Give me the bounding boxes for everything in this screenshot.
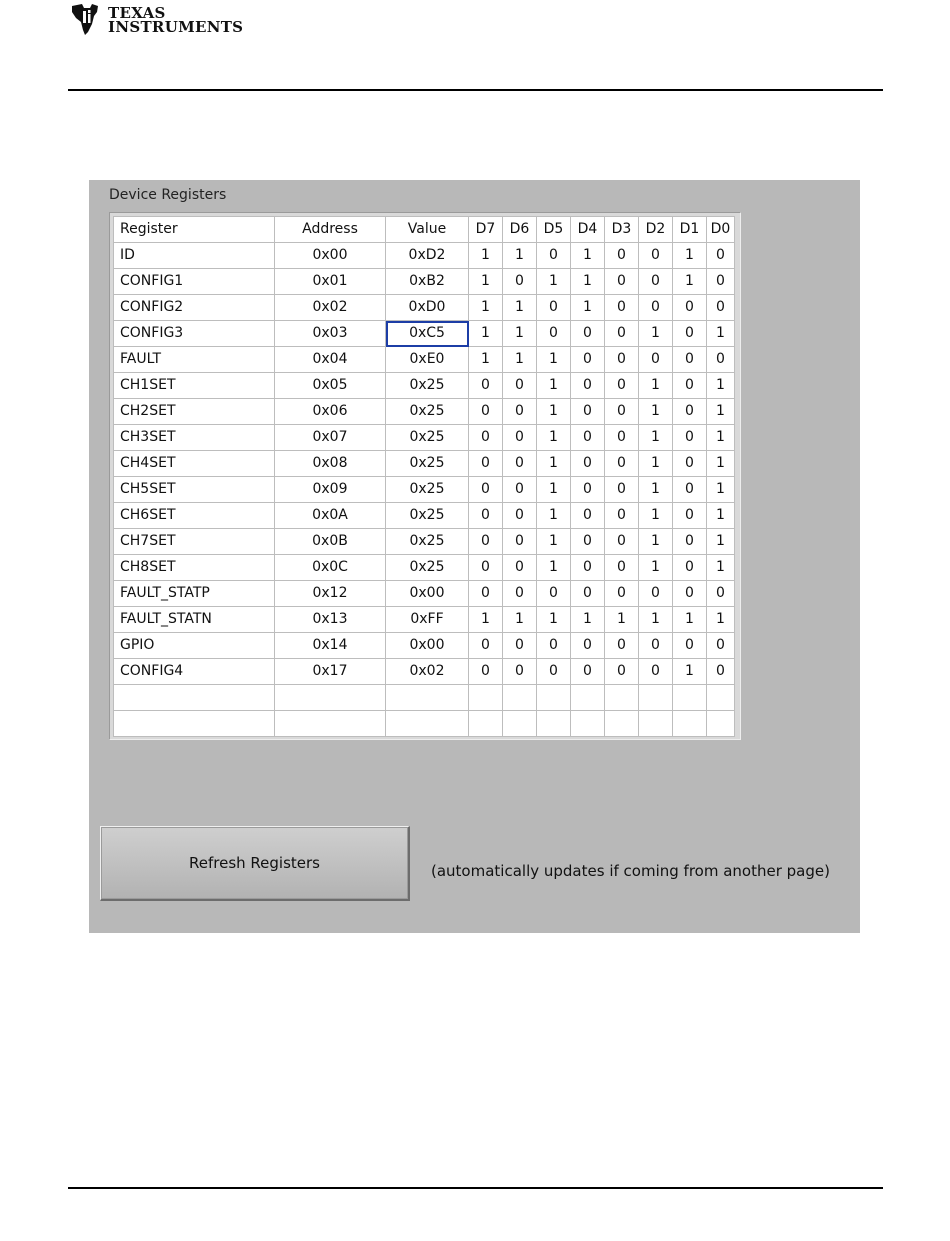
value-cell[interactable]: 0xD0 — [386, 295, 469, 321]
value-cell[interactable]: 0x25 — [386, 503, 469, 529]
register-name-cell[interactable]: FAULT_STATN — [114, 607, 275, 633]
value-cell[interactable]: 0xD2 — [386, 243, 469, 269]
bit-cell[interactable]: 1 — [639, 477, 673, 503]
table-row[interactable] — [114, 607, 735, 633]
value-cell[interactable]: 0x25 — [386, 555, 469, 581]
ti-logo-icon — [70, 2, 100, 36]
address-cell[interactable]: 0x04 — [275, 347, 386, 373]
register-name-cell[interactable]: CH8SET — [114, 555, 275, 581]
table-row[interactable] — [114, 295, 735, 321]
column-header[interactable]: Address — [275, 217, 386, 243]
bit-cell[interactable]: 1 — [639, 555, 673, 581]
empty-table-row[interactable] — [114, 711, 735, 737]
register-name-cell[interactable]: FAULT — [114, 347, 275, 373]
bit-cell[interactable]: 1 — [639, 451, 673, 477]
bit-cell[interactable]: 0 — [605, 633, 639, 659]
bit-cell[interactable]: 0 — [469, 503, 503, 529]
table-row[interactable] — [114, 321, 735, 347]
empty-cell[interactable] — [537, 711, 571, 737]
bit-cell[interactable]: 0 — [503, 659, 537, 685]
bit-cell[interactable]: 0 — [639, 633, 673, 659]
address-cell[interactable]: 0x00 — [275, 243, 386, 269]
empty-cell[interactable] — [571, 711, 605, 737]
bit-cell[interactable]: 0 — [503, 633, 537, 659]
empty-cell[interactable] — [673, 685, 707, 711]
bit-cell[interactable]: 0 — [673, 399, 707, 425]
address-cell[interactable]: 0x07 — [275, 425, 386, 451]
bit-cell[interactable]: 1 — [537, 425, 571, 451]
bit-cell[interactable]: 1 — [639, 425, 673, 451]
bit-cell[interactable]: 1 — [639, 373, 673, 399]
register-name-cell[interactable]: CH5SET — [114, 477, 275, 503]
empty-cell[interactable] — [707, 711, 735, 737]
bit-cell[interactable]: 0 — [673, 529, 707, 555]
value-cell[interactable]: 0xC5 — [386, 321, 469, 347]
value-cell[interactable]: 0x25 — [386, 451, 469, 477]
register-name-cell[interactable]: CONFIG4 — [114, 659, 275, 685]
bit-cell[interactable]: 1 — [639, 607, 673, 633]
bit-cell[interactable]: 0 — [707, 347, 735, 373]
device-registers-panel — [89, 180, 860, 933]
table-row[interactable] — [114, 477, 735, 503]
bit-cell[interactable]: 0 — [571, 555, 605, 581]
bit-cell[interactable]: 0 — [605, 529, 639, 555]
table-row[interactable] — [114, 373, 735, 399]
value-cell[interactable]: 0x00 — [386, 633, 469, 659]
bit-cell[interactable]: 1 — [707, 451, 735, 477]
bit-cell[interactable]: 0 — [503, 581, 537, 607]
bit-cell[interactable]: 1 — [469, 321, 503, 347]
panel-title: Device Registers — [109, 187, 227, 203]
bit-cell[interactable]: 0 — [571, 321, 605, 347]
bit-cell[interactable]: 0 — [639, 659, 673, 685]
bit-cell[interactable]: 1 — [639, 529, 673, 555]
bit-cell[interactable]: 1 — [537, 399, 571, 425]
bit-cell[interactable]: 0 — [605, 269, 639, 295]
register-name-cell[interactable]: CONFIG2 — [114, 295, 275, 321]
bit-cell[interactable]: 0 — [673, 633, 707, 659]
logo-text-line1: TEXAS — [108, 4, 166, 22]
bit-cell[interactable]: 1 — [469, 295, 503, 321]
address-cell[interactable]: 0x14 — [275, 633, 386, 659]
bit-cell[interactable]: 1 — [707, 503, 735, 529]
column-header[interactable]: D4 — [571, 217, 605, 243]
column-header[interactable]: D0 — [707, 217, 735, 243]
bit-cell[interactable]: 0 — [571, 399, 605, 425]
refresh-registers-button[interactable] — [100, 826, 410, 901]
column-header[interactable]: D3 — [605, 217, 639, 243]
value-cell[interactable]: 0xFF — [386, 607, 469, 633]
table-row[interactable] — [114, 581, 735, 607]
bit-cell[interactable]: 1 — [639, 399, 673, 425]
bit-cell[interactable]: 1 — [639, 503, 673, 529]
bit-cell[interactable]: 0 — [673, 581, 707, 607]
bit-cell[interactable]: 1 — [537, 607, 571, 633]
value-cell[interactable]: 0x25 — [386, 529, 469, 555]
bit-cell[interactable]: 1 — [503, 347, 537, 373]
column-header[interactable]: D5 — [537, 217, 571, 243]
address-cell[interactable]: 0x05 — [275, 373, 386, 399]
empty-cell[interactable] — [114, 685, 275, 711]
bit-cell[interactable]: 0 — [707, 581, 735, 607]
address-cell[interactable]: 0x12 — [275, 581, 386, 607]
bit-cell[interactable]: 0 — [469, 659, 503, 685]
empty-cell[interactable] — [639, 711, 673, 737]
empty-table-row[interactable] — [114, 685, 735, 711]
bit-cell[interactable]: 0 — [707, 295, 735, 321]
bit-cell[interactable]: 0 — [605, 659, 639, 685]
empty-cell[interactable] — [114, 711, 275, 737]
bit-cell[interactable]: 1 — [503, 295, 537, 321]
bit-cell[interactable]: 1 — [707, 321, 735, 347]
bit-cell[interactable]: 0 — [605, 451, 639, 477]
bit-cell[interactable]: 0 — [707, 659, 735, 685]
register-name-cell[interactable]: ID — [114, 243, 275, 269]
value-cell[interactable]: 0x25 — [386, 477, 469, 503]
empty-cell[interactable] — [639, 685, 673, 711]
bit-cell[interactable]: 0 — [605, 477, 639, 503]
bit-cell[interactable]: 0 — [707, 633, 735, 659]
bit-cell[interactable]: 0 — [605, 425, 639, 451]
value-cell[interactable]: 0x25 — [386, 425, 469, 451]
table-row[interactable] — [114, 451, 735, 477]
bit-cell[interactable]: 1 — [537, 529, 571, 555]
bit-cell[interactable]: 1 — [537, 373, 571, 399]
bit-cell[interactable]: 1 — [673, 659, 707, 685]
bit-cell[interactable]: 1 — [469, 347, 503, 373]
table-row[interactable] — [114, 555, 735, 581]
table-row[interactable] — [114, 659, 735, 685]
bit-cell[interactable]: 0 — [571, 581, 605, 607]
refresh-note: (automatically updates if coming from another page) — [431, 862, 830, 880]
register-name-cell[interactable]: CH3SET — [114, 425, 275, 451]
address-cell[interactable]: 0x02 — [275, 295, 386, 321]
bit-cell[interactable]: 0 — [673, 425, 707, 451]
empty-cell[interactable] — [275, 711, 386, 737]
bit-cell[interactable]: 0 — [537, 295, 571, 321]
bit-cell[interactable]: 1 — [537, 477, 571, 503]
empty-cell[interactable] — [469, 685, 503, 711]
bit-cell[interactable]: 0 — [503, 399, 537, 425]
bit-cell[interactable]: 0 — [537, 243, 571, 269]
register-name-cell[interactable]: CH2SET — [114, 399, 275, 425]
bit-cell[interactable]: 0 — [605, 555, 639, 581]
bit-cell[interactable]: 0 — [605, 581, 639, 607]
bit-cell[interactable]: 0 — [469, 425, 503, 451]
register-name-cell[interactable]: CH1SET — [114, 373, 275, 399]
bit-cell[interactable]: 0 — [469, 477, 503, 503]
bit-cell[interactable]: 1 — [537, 451, 571, 477]
register-name-cell[interactable]: CH4SET — [114, 451, 275, 477]
register-table[interactable] — [113, 216, 735, 737]
register-table-frame — [109, 212, 741, 740]
bit-cell[interactable]: 0 — [639, 347, 673, 373]
bit-cell[interactable]: 1 — [605, 607, 639, 633]
bit-cell[interactable]: 1 — [673, 269, 707, 295]
address-cell[interactable]: 0x0B — [275, 529, 386, 555]
bit-cell[interactable]: 1 — [571, 243, 605, 269]
column-header[interactable]: Register — [114, 217, 275, 243]
refresh-registers-label: Refresh Registers — [189, 854, 320, 872]
bit-cell[interactable]: 0 — [605, 503, 639, 529]
footer-rule — [68, 1187, 883, 1189]
bit-cell[interactable]: 0 — [707, 269, 735, 295]
bit-cell[interactable]: 0 — [503, 451, 537, 477]
table-row[interactable] — [114, 269, 735, 295]
value-cell[interactable]: 0xE0 — [386, 347, 469, 373]
empty-cell[interactable] — [673, 711, 707, 737]
column-header[interactable]: D1 — [673, 217, 707, 243]
column-header[interactable]: Value — [386, 217, 469, 243]
empty-cell[interactable] — [386, 685, 469, 711]
empty-cell[interactable] — [605, 685, 639, 711]
bit-cell[interactable]: 1 — [707, 529, 735, 555]
empty-cell[interactable] — [571, 685, 605, 711]
empty-cell[interactable] — [707, 685, 735, 711]
table-row[interactable] — [114, 425, 735, 451]
bit-cell[interactable]: 0 — [673, 373, 707, 399]
table-row[interactable] — [114, 503, 735, 529]
bit-cell[interactable]: 0 — [605, 243, 639, 269]
bit-cell[interactable]: 0 — [605, 295, 639, 321]
bit-cell[interactable]: 0 — [673, 451, 707, 477]
bit-cell[interactable]: 0 — [571, 373, 605, 399]
bit-cell[interactable]: 1 — [469, 243, 503, 269]
bit-cell[interactable]: 0 — [503, 269, 537, 295]
table-row[interactable] — [114, 633, 735, 659]
empty-cell[interactable] — [503, 711, 537, 737]
bit-cell[interactable]: 1 — [673, 243, 707, 269]
bit-cell[interactable]: 0 — [469, 581, 503, 607]
bit-cell[interactable]: 0 — [673, 347, 707, 373]
bit-cell[interactable]: 0 — [503, 555, 537, 581]
column-header[interactable]: D6 — [503, 217, 537, 243]
bit-cell[interactable]: 0 — [605, 373, 639, 399]
register-name-cell[interactable]: CONFIG1 — [114, 269, 275, 295]
bit-cell[interactable]: 0 — [605, 399, 639, 425]
bit-cell[interactable]: 0 — [469, 373, 503, 399]
address-cell[interactable]: 0x0C — [275, 555, 386, 581]
bit-cell[interactable]: 1 — [707, 477, 735, 503]
address-cell[interactable]: 0x13 — [275, 607, 386, 633]
bit-cell[interactable]: 0 — [571, 451, 605, 477]
bit-cell[interactable]: 0 — [639, 243, 673, 269]
address-cell[interactable]: 0x0A — [275, 503, 386, 529]
bit-cell[interactable]: 0 — [673, 295, 707, 321]
table-row[interactable] — [114, 399, 735, 425]
bit-cell[interactable]: 1 — [469, 607, 503, 633]
bit-cell[interactable]: 0 — [639, 269, 673, 295]
bit-cell[interactable]: 1 — [707, 373, 735, 399]
empty-cell[interactable] — [537, 685, 571, 711]
value-cell[interactable]: 0x00 — [386, 581, 469, 607]
bit-cell[interactable]: 0 — [571, 347, 605, 373]
bit-cell[interactable]: 1 — [503, 607, 537, 633]
bit-cell[interactable]: 0 — [571, 659, 605, 685]
register-name-cell[interactable]: FAULT_STATP — [114, 581, 275, 607]
bit-cell[interactable]: 1 — [571, 269, 605, 295]
address-cell[interactable]: 0x17 — [275, 659, 386, 685]
bit-cell[interactable]: 0 — [469, 633, 503, 659]
bit-cell[interactable]: 0 — [537, 321, 571, 347]
bit-cell[interactable]: 0 — [605, 347, 639, 373]
bit-cell[interactable]: 1 — [537, 503, 571, 529]
register-name-cell[interactable]: GPIO — [114, 633, 275, 659]
bit-cell[interactable]: 1 — [537, 347, 571, 373]
table-header-row — [114, 217, 735, 243]
bit-cell[interactable]: 1 — [571, 295, 605, 321]
bit-cell[interactable]: 0 — [571, 633, 605, 659]
table-row[interactable] — [114, 529, 735, 555]
bit-cell[interactable]: 0 — [639, 295, 673, 321]
bit-cell[interactable]: 0 — [537, 581, 571, 607]
empty-cell[interactable] — [503, 685, 537, 711]
bit-cell[interactable]: 0 — [503, 425, 537, 451]
bit-cell[interactable]: 0 — [503, 373, 537, 399]
bit-cell[interactable]: 0 — [469, 555, 503, 581]
bit-cell[interactable]: 1 — [537, 555, 571, 581]
logo-text-line2: INSTRUMENTS — [108, 18, 244, 36]
bit-cell[interactable]: 0 — [639, 581, 673, 607]
bit-cell[interactable]: 1 — [707, 555, 735, 581]
empty-cell[interactable] — [469, 711, 503, 737]
bit-cell[interactable]: 0 — [673, 503, 707, 529]
value-cell[interactable]: 0x25 — [386, 373, 469, 399]
bit-cell[interactable]: 0 — [537, 659, 571, 685]
bit-cell[interactable]: 1 — [707, 607, 735, 633]
bit-cell[interactable]: 1 — [707, 399, 735, 425]
empty-cell[interactable] — [386, 711, 469, 737]
address-cell[interactable]: 0x08 — [275, 451, 386, 477]
bit-cell[interactable]: 0 — [673, 321, 707, 347]
address-cell[interactable]: 0x09 — [275, 477, 386, 503]
empty-cell[interactable] — [275, 685, 386, 711]
bit-cell[interactable]: 1 — [707, 425, 735, 451]
column-header[interactable]: D2 — [639, 217, 673, 243]
register-name-cell[interactable]: CH6SET — [114, 503, 275, 529]
bit-cell[interactable]: 0 — [605, 321, 639, 347]
bit-cell[interactable]: 1 — [673, 607, 707, 633]
bit-cell[interactable]: 1 — [503, 321, 537, 347]
bit-cell[interactable]: 0 — [503, 477, 537, 503]
bit-cell[interactable]: 0 — [571, 477, 605, 503]
register-name-cell[interactable]: CONFIG3 — [114, 321, 275, 347]
bit-cell[interactable]: 0 — [673, 555, 707, 581]
bit-cell[interactable]: 0 — [469, 529, 503, 555]
column-header[interactable]: D7 — [469, 217, 503, 243]
bit-cell[interactable]: 0 — [469, 399, 503, 425]
address-cell[interactable]: 0x01 — [275, 269, 386, 295]
value-cell[interactable]: 0x02 — [386, 659, 469, 685]
bit-cell[interactable]: 1 — [503, 243, 537, 269]
table-row[interactable] — [114, 243, 735, 269]
bit-cell[interactable]: 0 — [469, 451, 503, 477]
empty-cell[interactable] — [605, 711, 639, 737]
bit-cell[interactable]: 1 — [537, 269, 571, 295]
bit-cell[interactable]: 0 — [571, 425, 605, 451]
value-cell[interactable]: 0xB2 — [386, 269, 469, 295]
header-rule — [68, 89, 883, 91]
bit-cell[interactable]: 1 — [571, 607, 605, 633]
bit-cell[interactable]: 1 — [469, 269, 503, 295]
address-cell[interactable]: 0x03 — [275, 321, 386, 347]
bit-cell[interactable]: 0 — [503, 503, 537, 529]
bit-cell[interactable]: 0 — [673, 477, 707, 503]
bit-cell[interactable]: 1 — [639, 321, 673, 347]
address-cell[interactable]: 0x06 — [275, 399, 386, 425]
bit-cell[interactable]: 0 — [571, 529, 605, 555]
register-name-cell[interactable]: CH7SET — [114, 529, 275, 555]
bit-cell[interactable]: 0 — [707, 243, 735, 269]
bit-cell[interactable]: 0 — [571, 503, 605, 529]
table-row[interactable] — [114, 347, 735, 373]
bit-cell[interactable]: 0 — [537, 633, 571, 659]
value-cell[interactable]: 0x25 — [386, 399, 469, 425]
bit-cell[interactable]: 0 — [503, 529, 537, 555]
